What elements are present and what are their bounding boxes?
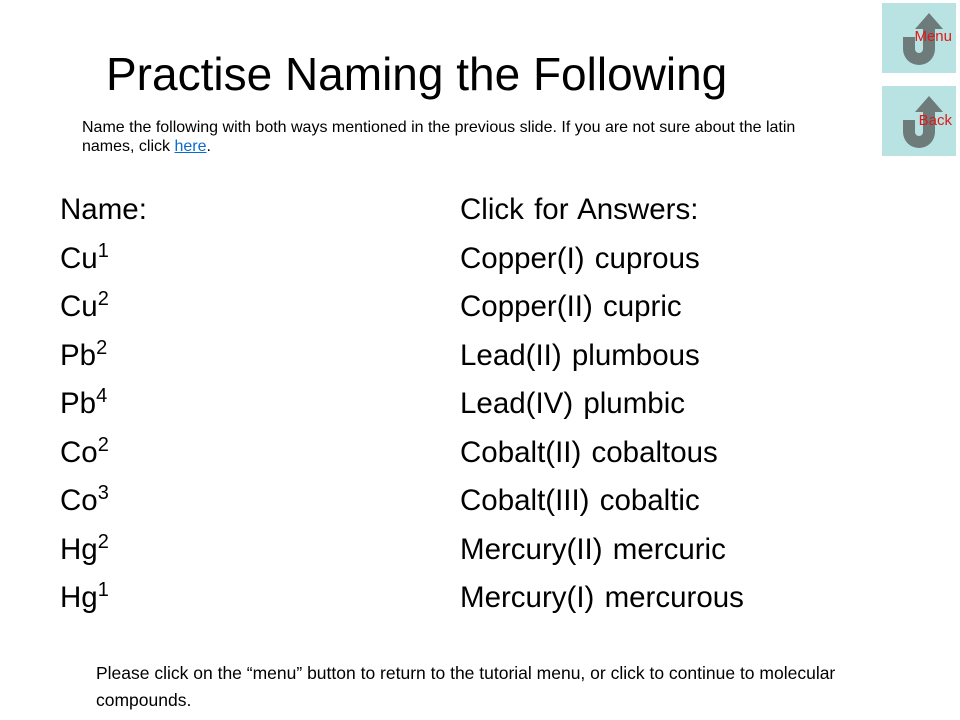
names-column <box>60 186 147 623</box>
element-symbol: Pb <box>60 338 97 372</box>
charge-superscript: 1 <box>97 239 109 262</box>
back-label: Back <box>918 112 952 129</box>
instructions-end: . <box>206 138 211 155</box>
answer-item[interactable]: Lead(II) plumbous <box>460 338 700 372</box>
answer-item[interactable]: Copper(II) cupric <box>460 290 682 323</box>
name-item <box>60 574 147 623</box>
answers-header: Click for Answers: <box>460 193 699 226</box>
charge-superscript: 2 <box>97 530 109 553</box>
name-item <box>60 477 147 526</box>
answer-item[interactable]: Cobalt(III) cobaltic <box>460 484 700 517</box>
element-symbol: Pb <box>60 387 97 420</box>
answer-item[interactable]: Lead(IV) plumbic <box>460 387 685 420</box>
menu-button[interactable] <box>882 3 956 73</box>
footer-instructions: Please click on the “menu” button to return to the tutorial menu, or click to continue to molecular compounds. <box>96 663 836 710</box>
element-symbol: Co <box>60 484 98 517</box>
element-symbol: Hg <box>60 532 98 566</box>
name-item <box>60 429 147 478</box>
answer-item[interactable]: Mercury(I) mercurous <box>460 581 744 614</box>
back-button[interactable] <box>882 86 956 156</box>
charge-superscript: 1 <box>97 579 109 601</box>
instructions <box>82 118 842 156</box>
element-symbol: Co <box>60 435 98 469</box>
menu-label: Menu <box>914 28 952 45</box>
element-symbol: Hg <box>60 581 98 614</box>
name-item <box>60 332 147 381</box>
name-item <box>60 235 147 284</box>
charge-superscript: 3 <box>97 482 109 504</box>
charge-superscript: 2 <box>96 336 108 359</box>
names-header: Name: <box>60 193 147 226</box>
answer-item[interactable]: Copper(I) cuprous <box>460 241 700 275</box>
name-item <box>60 283 147 332</box>
answer-item[interactable]: Mercury(II) mercuric <box>460 532 726 566</box>
charge-superscript: 2 <box>97 288 109 310</box>
answers-column <box>460 186 744 623</box>
charge-superscript: 2 <box>97 433 109 456</box>
name-item <box>60 380 147 429</box>
slide-title: Practise Naming the Following <box>106 48 728 100</box>
instructions-text: Name the following with both ways mentioned in the previous slide. If you are not sure about the latin names, click <box>82 119 796 155</box>
answer-item[interactable]: Cobalt(II) cobaltous <box>460 435 718 469</box>
element-symbol: Cu <box>60 290 98 323</box>
charge-superscript: 4 <box>96 385 108 407</box>
element-symbol: Cu <box>60 241 98 275</box>
name-item <box>60 526 147 575</box>
latin-names-link[interactable]: here <box>174 138 207 155</box>
